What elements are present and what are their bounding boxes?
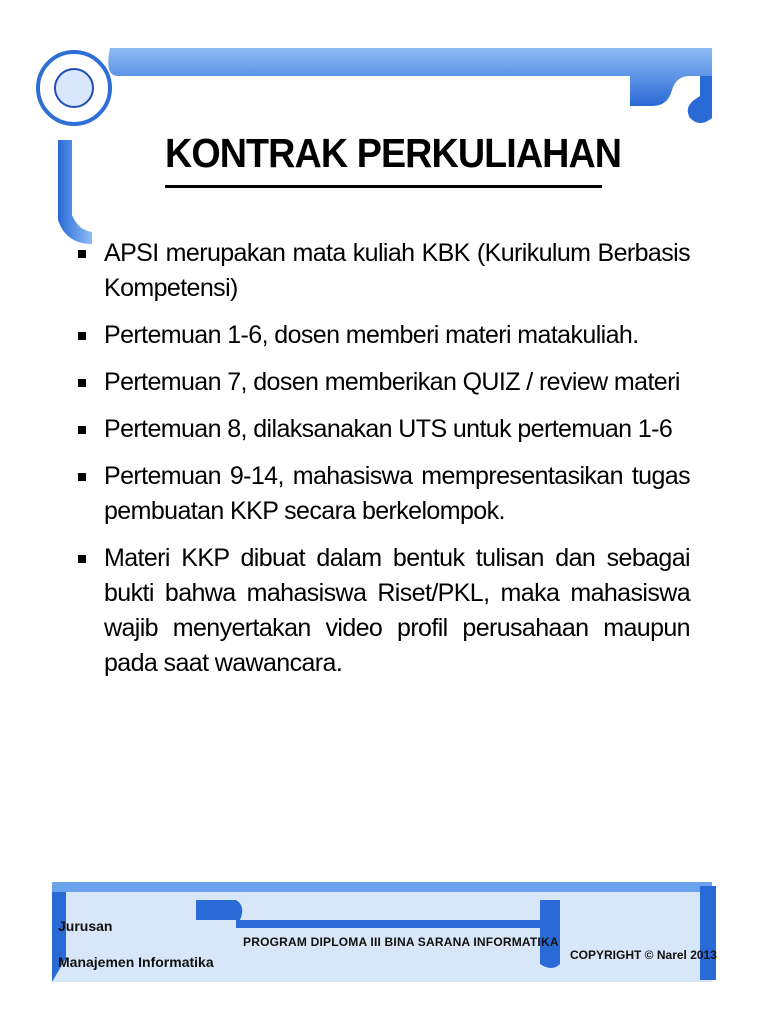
frame-top-bar: [108, 48, 712, 106]
list-item-text: Pertemuan 8, dilaksanakan UTS untuk pertemuan 1-6: [104, 415, 673, 443]
bullet-marker: [78, 473, 86, 481]
frame-footer-scroll-right: [540, 900, 560, 968]
slide-title: KONTRAK PERKULIAHAN: [165, 130, 622, 176]
frame-left-bar: [58, 140, 92, 244]
list-item-text: Materi KKP dibuat dalam bentuk tulisan dan sebagai bukti bahwa mahasiswa Riset/PKL, maka mahasiswa wajib menyertakan video profil perusahaan maupun pada saat wawancara.: [104, 544, 690, 677]
frame-footer-scroll-left: [196, 900, 242, 920]
footer-copyright: COPYRIGHT © Narel 2013: [570, 948, 717, 962]
bullet-marker: [78, 250, 86, 258]
bullet-marker: [78, 332, 86, 340]
bullet-marker: [78, 379, 86, 387]
footer-program: PROGRAM DIPLOMA III BINA SARANA INFORMATIKA: [243, 935, 559, 949]
frame-footer-right-cap: [700, 886, 716, 980]
bullet-list: [78, 236, 690, 693]
list-item: [78, 318, 690, 353]
list-item: [78, 236, 690, 306]
list-item-text: APSI merupakan mata kuliah KBK (Kurikulum Berbasis Kompetensi): [104, 239, 690, 302]
list-item-text: Pertemuan 1-6, dosen memberi materi matakuliah.: [104, 321, 639, 349]
institution-logo: [36, 50, 112, 126]
list-item: [78, 541, 690, 681]
logo-emblem: [54, 68, 94, 108]
list-item: [78, 459, 690, 529]
footer-department-line1: Jurusan: [58, 918, 113, 934]
footer-department-line2: Manajemen Informatika: [58, 954, 214, 970]
list-item: [78, 412, 690, 447]
frame-footer-scroll-mid: [236, 920, 540, 928]
list-item-text: Pertemuan 9-14, mahasiswa mempresentasikan tugas pembuatan KKP secara berkelompok.: [104, 462, 690, 525]
bullet-marker: [78, 555, 86, 563]
bullet-marker: [78, 426, 86, 434]
title-underline: [165, 185, 602, 188]
list-item: [78, 365, 690, 400]
list-item-text: Pertemuan 7, dosen memberikan QUIZ / review materi: [104, 368, 680, 396]
frame-footer-top: [52, 882, 712, 892]
